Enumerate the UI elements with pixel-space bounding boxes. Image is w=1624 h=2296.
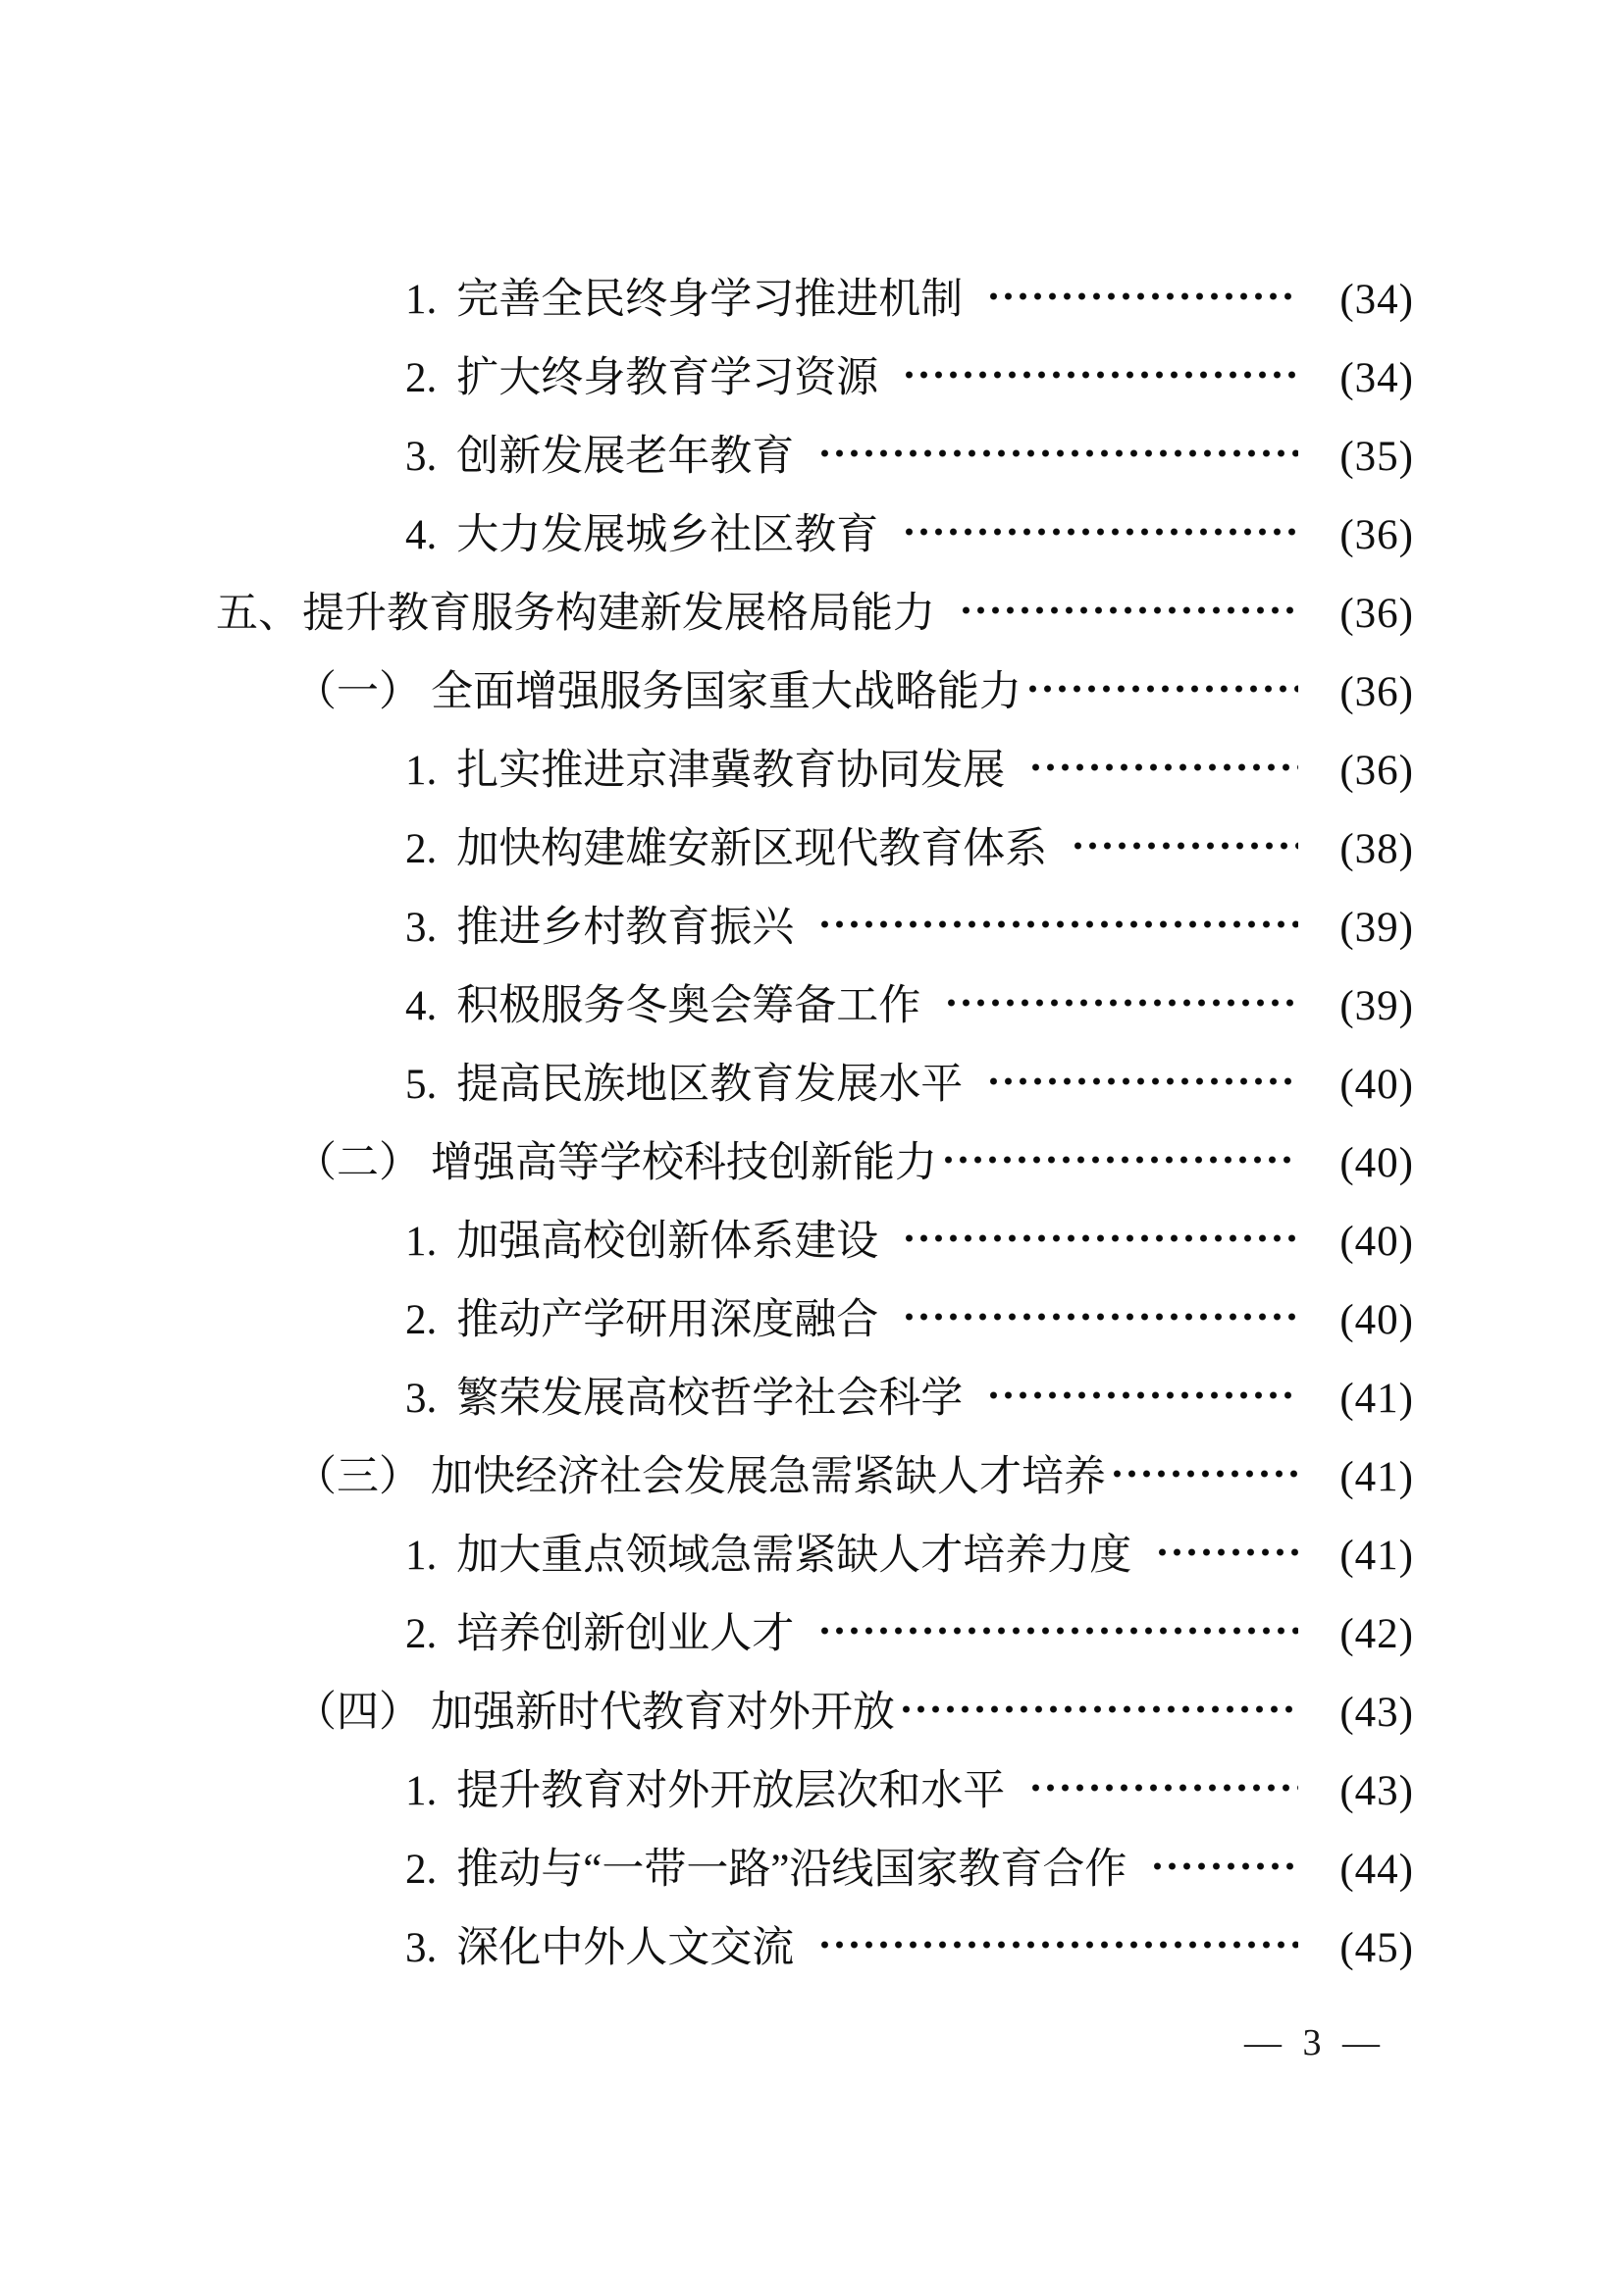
toc-entry bbox=[216, 1673, 1414, 1751]
toc-entry-number: 3. bbox=[405, 904, 438, 951]
toc-entry-page-number: (41) bbox=[1339, 1375, 1414, 1422]
toc-entry-title: 加大重点领域急需紧缺人才培养力度 bbox=[456, 1532, 1132, 1579]
toc-entry-number: 3. bbox=[405, 1924, 438, 1971]
toc-entry-title: 推动产学研用深度融合 bbox=[456, 1296, 879, 1343]
table-of-contents bbox=[216, 260, 1414, 1987]
dot-leader bbox=[986, 1390, 1298, 1400]
toc-entry-number: 1. bbox=[405, 1532, 438, 1579]
toc-entry bbox=[216, 1359, 1414, 1437]
toc-entry-title: 大力发展城乡社区教育 bbox=[456, 511, 879, 558]
toc-entry-title: 扎实推进京津冀教育协同发展 bbox=[456, 747, 1006, 794]
toc-entry-number: （四） bbox=[294, 1689, 421, 1736]
page-footer bbox=[1209, 2021, 1415, 2064]
toc-entry-page-number: (42) bbox=[1339, 1610, 1414, 1657]
dot-leader bbox=[959, 605, 1298, 615]
toc-entry-title: 推进乡村教育振兴 bbox=[456, 904, 795, 951]
dot-leader bbox=[902, 370, 1298, 380]
toc-entry-page-number: (41) bbox=[1339, 1453, 1414, 1500]
toc-entry-number: 4. bbox=[405, 982, 438, 1029]
toc-entry-title: 繁荣发展高校哲学社会科学 bbox=[456, 1375, 964, 1422]
toc-entry-number: （三） bbox=[294, 1453, 421, 1500]
toc-entry-title: 加强新时代教育对外开放 bbox=[431, 1689, 895, 1736]
toc-entry-number: 1. bbox=[405, 276, 438, 323]
dot-leader bbox=[899, 1704, 1298, 1714]
toc-entry-page-number: (36) bbox=[1339, 747, 1414, 794]
toc-entry-number: 1. bbox=[405, 1767, 438, 1814]
toc-entry-page-number: (34) bbox=[1339, 276, 1414, 323]
toc-entry-title: 完善全民终身学习推进机制 bbox=[456, 276, 964, 323]
toc-entry bbox=[216, 652, 1414, 731]
toc-entry-title: 提升教育服务构建新发展格局能力 bbox=[302, 590, 935, 637]
toc-entry-page-number: (41) bbox=[1339, 1532, 1414, 1579]
toc-entry-title: 加快构建雄安新区现代教育体系 bbox=[456, 825, 1048, 872]
toc-entry-number: 5. bbox=[405, 1061, 438, 1108]
toc-entry-number: 1. bbox=[405, 1218, 438, 1265]
toc-entry-number: 3. bbox=[405, 1375, 438, 1422]
dot-leader bbox=[986, 1076, 1298, 1086]
toc-entry-title: 全面增强服务国家重大战略能力 bbox=[431, 668, 1022, 715]
dot-leader bbox=[1028, 1783, 1298, 1793]
toc-entry-number: 2. bbox=[405, 1296, 438, 1343]
toc-entry bbox=[216, 888, 1414, 966]
dot-leader bbox=[817, 919, 1298, 929]
toc-entry-page-number: (39) bbox=[1339, 982, 1414, 1029]
toc-entry bbox=[216, 574, 1414, 652]
toc-entry-page-number: (43) bbox=[1339, 1767, 1414, 1814]
toc-entry-title: 提高民族地区教育发展水平 bbox=[456, 1061, 964, 1108]
toc-entry-number: （二） bbox=[294, 1139, 421, 1186]
toc-entry-title: 深化中外人文交流 bbox=[456, 1924, 795, 1971]
toc-entry-title: 提升教育对外开放层次和水平 bbox=[456, 1767, 1006, 1814]
toc-entry bbox=[216, 809, 1414, 888]
toc-entry-number: 2. bbox=[405, 825, 438, 872]
toc-entry bbox=[216, 1516, 1414, 1594]
toc-entry-page-number: (36) bbox=[1339, 511, 1414, 558]
toc-entry-number: 2. bbox=[405, 1846, 438, 1893]
toc-entry-number: 3. bbox=[405, 433, 438, 480]
dot-leader bbox=[986, 291, 1298, 301]
page-number-label: — 3 — bbox=[1244, 2022, 1380, 2063]
toc-entry bbox=[216, 339, 1414, 417]
toc-entry-number: 五、 bbox=[216, 590, 300, 637]
toc-entry-number: （一） bbox=[294, 668, 421, 715]
toc-entry bbox=[216, 1908, 1414, 1987]
toc-entry bbox=[216, 496, 1414, 574]
dot-leader bbox=[817, 1940, 1298, 1950]
toc-entry bbox=[216, 1280, 1414, 1359]
toc-entry bbox=[216, 417, 1414, 496]
toc-entry-page-number: (38) bbox=[1339, 825, 1414, 872]
dot-leader bbox=[902, 1312, 1298, 1322]
dot-leader bbox=[1025, 684, 1298, 694]
dot-leader bbox=[1150, 1861, 1298, 1871]
dot-leader bbox=[1071, 841, 1298, 851]
toc-entry-title: 扩大终身教育学习资源 bbox=[456, 354, 879, 401]
toc-entry bbox=[216, 966, 1414, 1045]
toc-entry-page-number: (36) bbox=[1339, 668, 1414, 715]
toc-entry-page-number: (34) bbox=[1339, 354, 1414, 401]
toc-entry-page-number: (40) bbox=[1339, 1061, 1414, 1108]
dot-leader bbox=[941, 1155, 1298, 1165]
toc-entry-title: 加快经济社会发展急需紧缺人才培养 bbox=[431, 1453, 1106, 1500]
toc-entry-number: 4. bbox=[405, 511, 438, 558]
toc-entry-title: 增强高等学校科技创新能力 bbox=[431, 1139, 937, 1186]
dot-leader bbox=[1110, 1469, 1298, 1479]
toc-entry-title: 积极服务冬奥会筹备工作 bbox=[456, 982, 921, 1029]
toc-entry-title: 推动与“一带一路”沿线国家教育合作 bbox=[456, 1846, 1127, 1893]
dot-leader bbox=[1155, 1547, 1298, 1557]
toc-entry-title: 加强高校创新体系建设 bbox=[456, 1218, 879, 1265]
dot-leader bbox=[902, 1233, 1298, 1243]
toc-entry-page-number: (40) bbox=[1339, 1139, 1414, 1186]
toc-entry bbox=[216, 731, 1414, 809]
dot-leader bbox=[944, 998, 1298, 1008]
toc-entry bbox=[216, 1123, 1414, 1202]
toc-entry-page-number: (44) bbox=[1339, 1846, 1414, 1893]
toc-entry-title: 创新发展老年教育 bbox=[456, 433, 795, 480]
toc-entry-page-number: (36) bbox=[1339, 590, 1414, 637]
toc-entry bbox=[216, 1594, 1414, 1673]
dot-leader bbox=[1028, 762, 1298, 772]
toc-entry bbox=[216, 1202, 1414, 1280]
toc-entry-page-number: (39) bbox=[1339, 904, 1414, 951]
toc-entry-number: 1. bbox=[405, 747, 438, 794]
toc-entry bbox=[216, 1830, 1414, 1908]
toc-entry bbox=[216, 260, 1414, 339]
toc-entry-page-number: (40) bbox=[1339, 1296, 1414, 1343]
dot-leader bbox=[817, 448, 1298, 458]
dot-leader bbox=[902, 527, 1298, 537]
toc-entry-number: 2. bbox=[405, 354, 438, 401]
toc-entry-title: 培养创新创业人才 bbox=[456, 1610, 795, 1657]
dot-leader bbox=[817, 1626, 1298, 1636]
toc-entry-page-number: (43) bbox=[1339, 1689, 1414, 1736]
toc-entry-page-number: (45) bbox=[1339, 1924, 1414, 1971]
toc-entry bbox=[216, 1045, 1414, 1123]
toc-entry bbox=[216, 1751, 1414, 1830]
toc-entry-number: 2. bbox=[405, 1610, 438, 1657]
toc-entry bbox=[216, 1437, 1414, 1516]
toc-entry-page-number: (35) bbox=[1339, 433, 1414, 480]
toc-entry-page-number: (40) bbox=[1339, 1218, 1414, 1265]
